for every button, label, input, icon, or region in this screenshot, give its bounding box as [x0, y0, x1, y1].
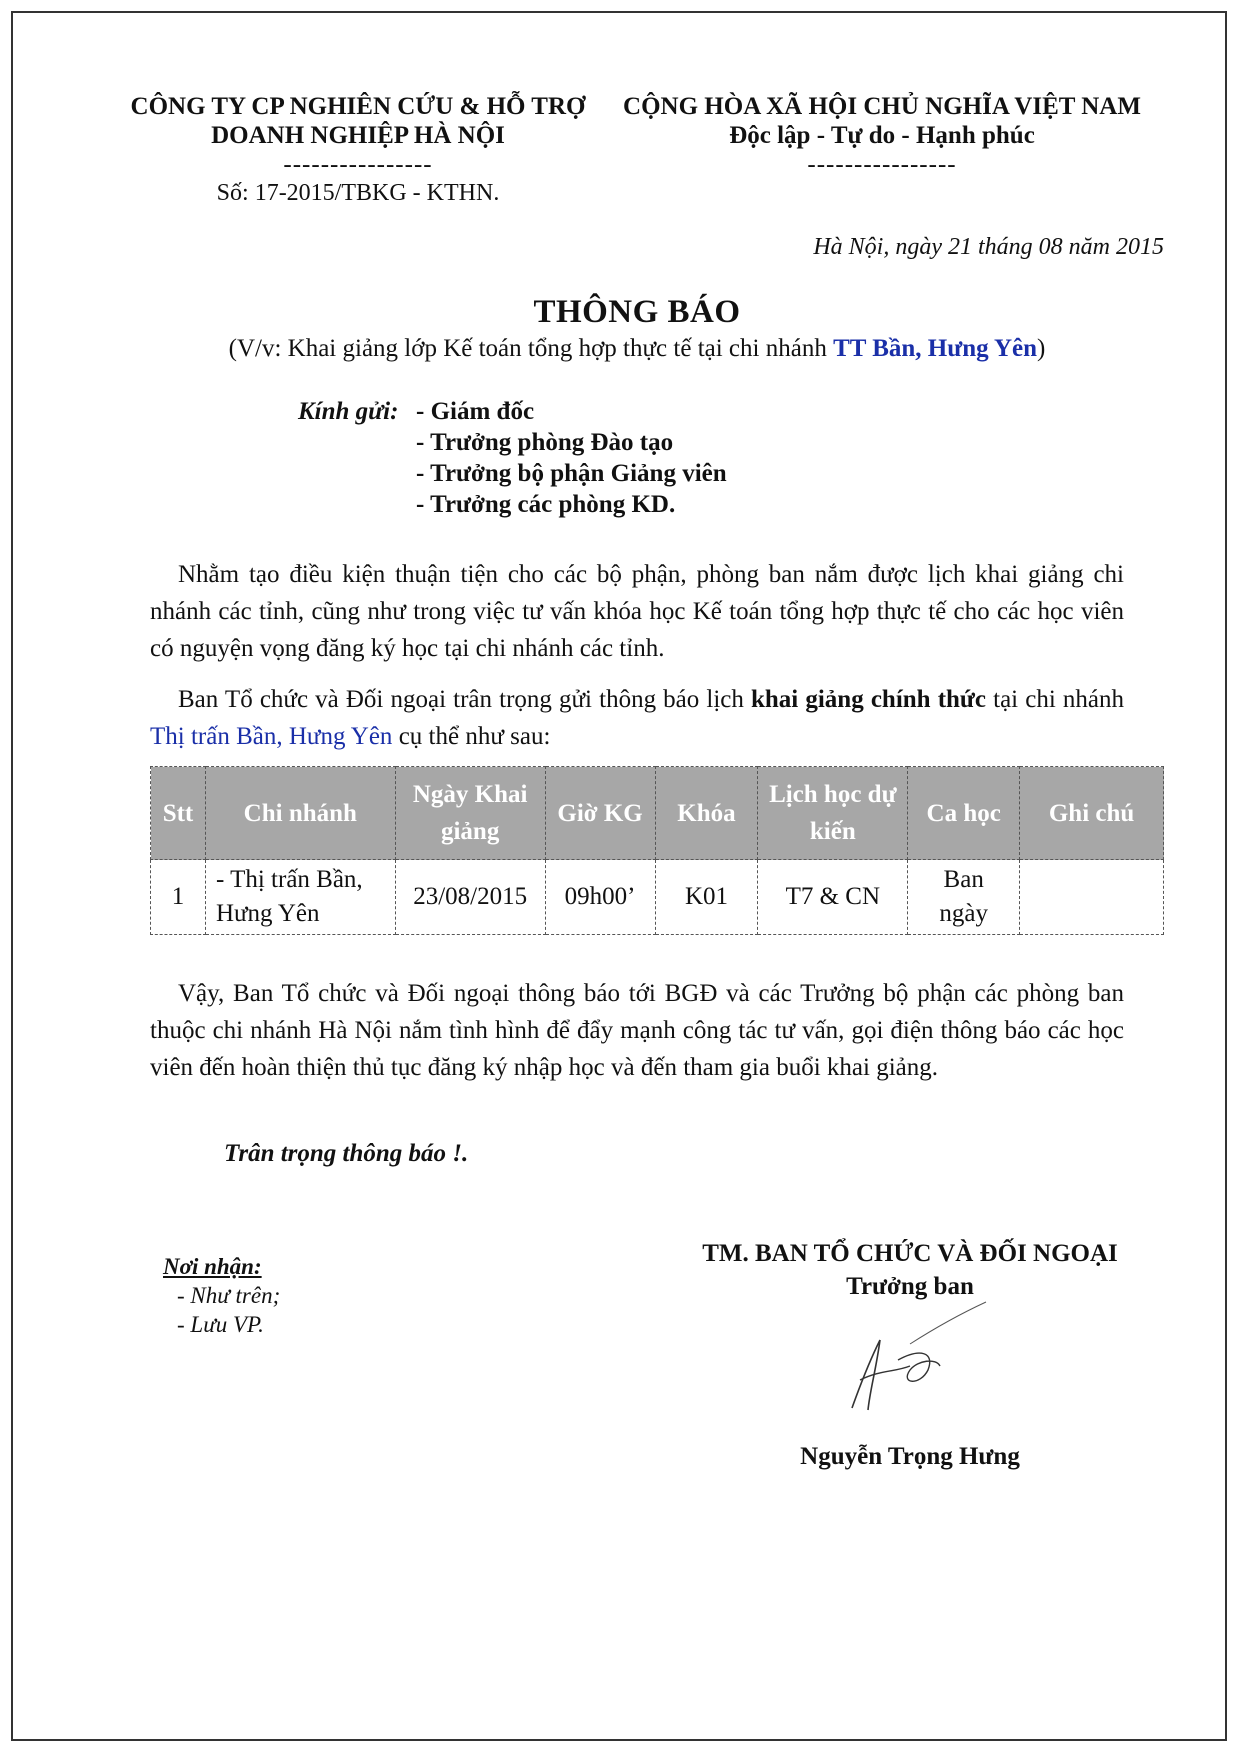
recipient-item: - Giám đốc	[416, 398, 535, 425]
subject-highlight: TT Bần, Hưng Yên	[833, 335, 1038, 362]
table-header: Khóa	[655, 767, 758, 860]
table-row	[151, 860, 1164, 935]
recipients-footer-item: - Như trên;	[177, 1283, 281, 1308]
nation-divider: ----------------	[807, 151, 957, 178]
subject-prefix: (V/v: Khai giảng lớp Kế toán tổng hợp thực tế tại chi nhánh	[228, 335, 834, 362]
paragraph-conclusion: Vậy, Ban Tổ chức và Đối ngoại thông báo tới BGĐ và các Trưởng bộ phận các phòng ban thuộc chi nhánh Hà Nội nắm tình hình để đẩy mạnh công tác tư vấn, gọi điện thông báo các học viên đến hoàn thiện thủ tục đăng ký nhập học và đến tham gia buổi khai giảng.	[150, 980, 1124, 1081]
table-header: Chi nhánh	[205, 767, 395, 860]
signature-title: TM. BAN TỔ CHỨC VÀ ĐỐI NGOẠI	[702, 1240, 1118, 1267]
schedule-table	[150, 766, 1164, 935]
table-header-row	[151, 767, 1164, 860]
org-name-line2: DOANH NGHIỆP HÀ NỘI	[211, 122, 505, 149]
recipient-item: - Trưởng bộ phận Giảng viên	[416, 460, 727, 487]
table-cell: - Thị trấn Bần, Hưng Yên	[205, 860, 395, 935]
subject-line	[0, 335, 1240, 363]
recipients-footer-heading: Nơi nhận:	[163, 1254, 262, 1279]
table-cell: K01	[655, 860, 758, 935]
table-header: Ca học	[908, 767, 1020, 860]
paragraph2-bold: khai giảng chính thức	[751, 686, 987, 713]
paragraph-announcement	[150, 681, 1124, 755]
national-header	[612, 92, 1152, 179]
signature-position: Trưởng ban	[846, 1273, 974, 1300]
table-header: Giờ KG	[545, 767, 655, 860]
table-cell: 23/08/2015	[395, 860, 545, 935]
recipients-label: Kính gửi:	[298, 398, 399, 425]
table-cell: Ban ngày	[908, 860, 1020, 935]
closing-line: Trân trọng thông báo !.	[224, 1140, 469, 1167]
table-header: Ngày Khai giảng	[395, 767, 545, 860]
recipient-item: - Trưởng phòng Đào tạo	[416, 429, 674, 456]
recipient-item: - Trưởng các phòng KD.	[416, 491, 676, 518]
paragraph2-text: cụ thể như sau:	[392, 723, 551, 750]
subject-suffix: )	[1037, 335, 1046, 362]
page-title: THÔNG BÁO	[533, 294, 741, 330]
paragraph2-branch: Thị trấn Bần, Hưng Yên	[150, 723, 393, 750]
handwritten-signature	[840, 1300, 990, 1420]
recipients-footer	[163, 1252, 280, 1339]
paragraph2-text: tại chi nhánh	[986, 686, 1124, 713]
table-cell: 09h00’	[545, 860, 655, 935]
national-motto: Độc lập - Tự do - Hạnh phúc	[729, 122, 1035, 149]
table-header: Ghi chú	[1020, 767, 1164, 860]
paragraph-intro: Nhằm tạo điều kiện thuận tiện cho các bộ phận, phòng ban nắm được lịch khai giảng chi nhánh các tỉnh, cũng như trong việc tư vấn khóa học Kế toán tổng hợp thực tế cho các học viên có nguyện vọng đăng ký học tại chi nhánh các tỉnh.	[150, 561, 1124, 662]
signatory-name: Nguyễn Trọng Hưng	[800, 1443, 1020, 1470]
org-name-line1: CÔNG TY CP NGHIÊN CỨU & HỖ TRỢ	[130, 93, 586, 120]
table-cell: 1	[151, 860, 206, 935]
organization-header	[118, 92, 598, 208]
nation-name: CỘNG HÒA XÃ HỘI CHỦ NGHĨA VIỆT NAM	[623, 93, 1141, 120]
document-number: Số: 17-2015/TBKG - KTHN.	[216, 180, 500, 206]
org-divider: ----------------	[283, 151, 433, 178]
table-header: Stt	[151, 767, 206, 860]
paragraph2-text: Ban Tổ chức và Đối ngoại trân trọng gửi thông báo lịch	[178, 686, 751, 713]
table-cell: T7 & CN	[758, 860, 908, 935]
table-cell	[1020, 860, 1164, 935]
recipients-footer-item: - Lưu VP.	[177, 1312, 264, 1337]
table-header: Lịch học dự kiến	[758, 767, 908, 860]
date-line: Hà Nội, ngày 21 tháng 08 năm 2015	[813, 234, 1164, 260]
